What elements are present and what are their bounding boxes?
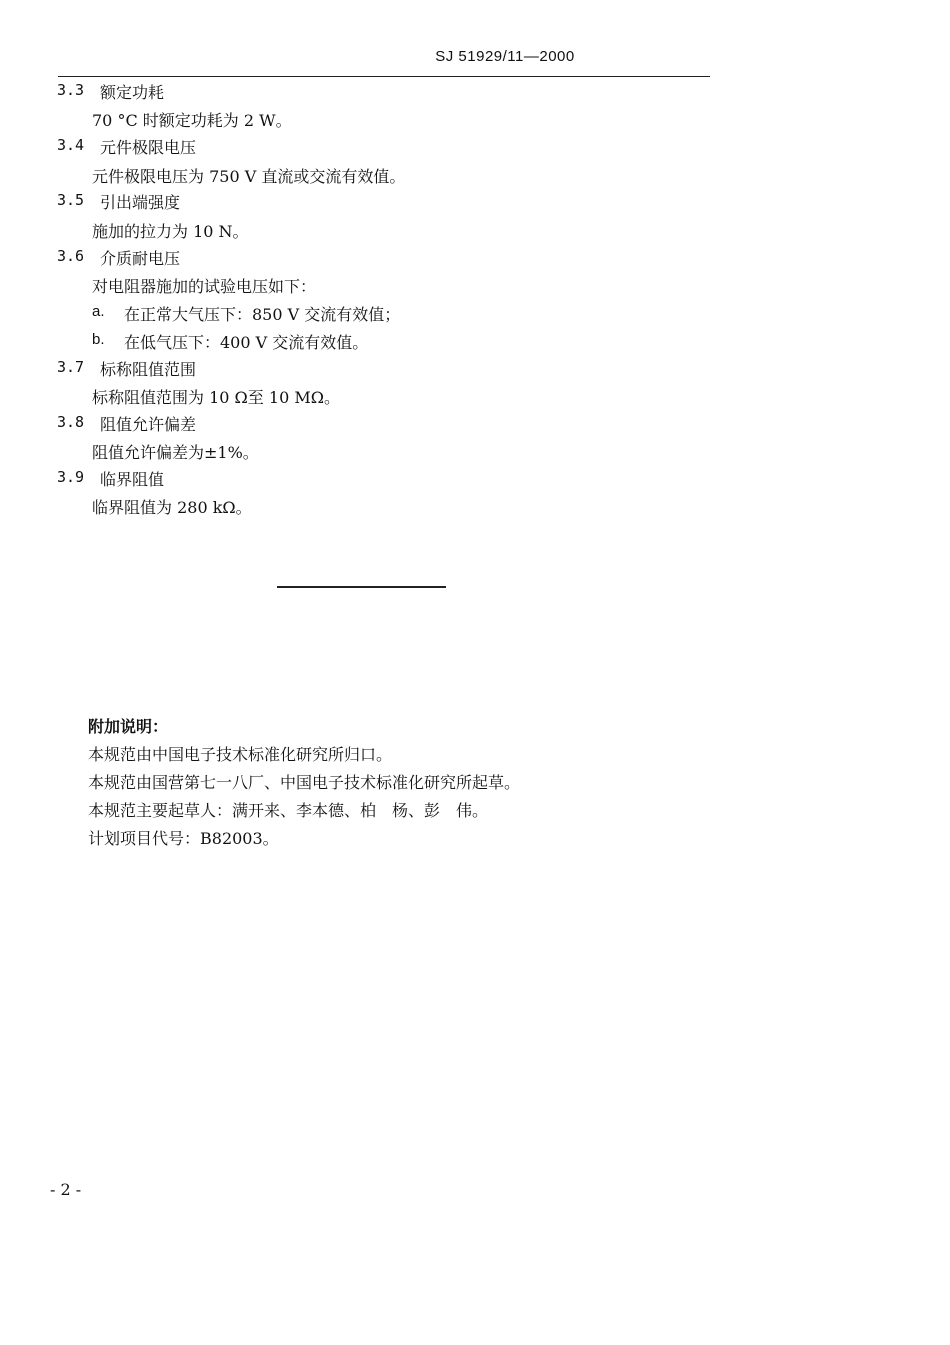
list-item: 在低气压下：400 V 交流有效值。 [124,333,369,352]
section-number: 3.5 [57,191,85,209]
section-body: 施加的拉力为 10 N。 [92,222,249,241]
section-number: 3.4 [57,136,85,154]
section-body: 临界阻值为 280 kΩ。 [92,498,252,517]
section-title: 临界阻值 [100,470,165,489]
header-rule [58,76,710,77]
list-marker: a. [92,303,105,320]
section-title: 阻值允许偏差 [100,415,197,434]
list-marker: b. [92,331,105,348]
section-title: 引出端强度 [100,193,181,212]
notes-title: 附加说明： [88,717,169,736]
section-number: 3.8 [57,413,85,431]
section-number: 3.9 [57,468,85,486]
section-body: 70 °C 时额定功耗为 2 W。 [92,111,292,130]
section-number: 3.7 [57,358,85,376]
page-number: - 2 - [50,1180,82,1199]
list-item: 在正常大气压下：850 V 交流有效值； [124,305,401,324]
notes-line: 本规范由中国电子技术标准化研究所归口。 [88,745,393,764]
notes-line: 本规范由国营第七一八厂、中国电子技术标准化研究所起草。 [88,773,521,792]
section-number: 3.6 [57,247,85,265]
document-header: SJ 51929/11—2000 [435,48,575,65]
section-body: 阻值允许偏差为±1%。 [92,443,259,462]
section-title: 元件极限电压 [100,138,197,157]
section-title: 额定功耗 [100,83,165,102]
section-body: 对电阻器施加的试验电压如下： [92,277,317,296]
section-body: 元件极限电压为 750 V 直流或交流有效值。 [92,167,406,186]
section-number: 3.3 [57,81,85,99]
notes-line: 计划项目代号：B82003。 [88,829,279,848]
end-rule [277,586,446,588]
section-title: 标称阻值范围 [100,360,197,379]
notes-line: 本规范主要起草人：满开来、李本德、柏 杨、彭 伟。 [88,801,489,820]
section-body: 标称阻值范围为 10 Ω至 10 MΩ。 [92,388,340,407]
section-title: 介质耐电压 [100,249,181,268]
